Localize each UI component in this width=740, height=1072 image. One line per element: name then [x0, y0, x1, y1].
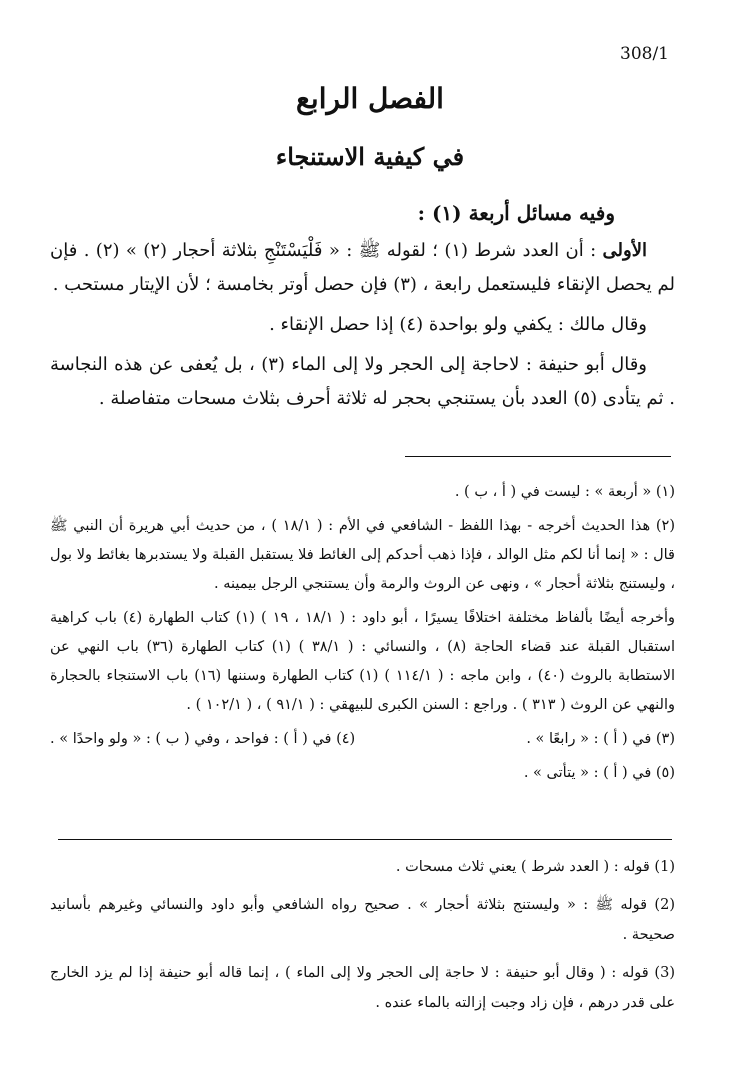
abu-hanifa-paragraph: وقال أبو حنيفة : لاحاجة إلى الحجر ولا إلى الماء (٣) ، بل يُعفى عن هذه النجاسة . ثم يتأدى (٥) العدد بأن يستنجي بحجر له ثلاثة أحرف بثلاث مسحات متفاصلة .	[50, 354, 675, 409]
editor-footnotes	[50, 478, 675, 793]
footnote-divider-short	[405, 456, 671, 457]
footnote-2-continuation: وأخرجه أيضًا بألفاظ مختلفة اختلافًا يسيرًا ، أبو داود : ( ١٨/١ ، ١٩ ) (١) كتاب الطهارة (٤) باب كراهية استقبال القبلة عند قضاء الحاجة (٨) ، والنسائي : ( ٣٨/١ ) (١) كتاب الطهارة (٣٦) باب النهي عن الاستطابة بالروث (٤٠) ، وابن ماجه : ( ١١٤/١ ) (١) كتاب الطهارة وسننها (١٦) باب الاستنجاء بالحجارة والنهي عن الروث ( ٣١٣ ) . وراجع : السنن الكبرى للبيهقي : ( ٩١/١ ) ، ( ١٠٢/١ ) .	[50, 610, 675, 713]
commentary-notes	[50, 852, 675, 1026]
chapter-title: الفصل الرابع	[296, 82, 444, 115]
commentary-note-3: (3) قوله : ( وقال أبو حنيفة : لا حاجة إلى الحجر ولا إلى الماء ) ، إنما قاله أبو حنيفة إذا لم يزد الخارج على قدر درهم ، فإن زاد وجبت إزالته بالماء عنده .	[50, 965, 675, 1011]
footnote-4: (٤) في ( أ ) : فواحد ، وفي ( ب ) : « ولو واحدًا » .	[50, 731, 356, 747]
commentary-note-2: (2) قوله ﷺ : « وليستنج بثلاثة أحجار » . صحيح رواه الشافعي وأبو داود والنسائي وغيرهم بأسانيد صحيحة .	[50, 897, 675, 943]
footnote-5: (٥) في ( أ ) : « يتأتى » .	[523, 765, 675, 781]
footnote-row-3-4	[50, 725, 675, 754]
first-issue-label: الأولى	[602, 240, 647, 261]
chapter-subtitle: في كيفية الاستنجاء	[275, 142, 465, 171]
main-text	[50, 196, 675, 422]
malik-paragraph: وقال مالك : يكفي ولو بواحدة (٤) إذا حصل الإنقاء .	[269, 314, 647, 335]
footnote-2: (٢) هذا الحديث أخرجه - بهذا اللفظ - الشافعي في الأم : ( ١٨/١ ) ، من حديث أبي هريرة أن النبي ﷺ قال : « إنما أنا لكم مثل الوالد ، فإذا ذهب أحدكم إلى الغائط فلا يستقبل القبلة ولا يستدبرها بغائط ولا بول ، وليستنج بثلاثة أحجار » ، ونهى عن الروث والرمة وأن يستنجي الرجل بيمينه .	[50, 518, 675, 592]
footnote-3: (٣) في ( أ ) : « رابعًا » .	[526, 731, 675, 747]
footnote-1: (١) « أربعة » : ليست في ( أ ، ب ) .	[454, 484, 675, 500]
commentary-divider	[58, 839, 672, 840]
page-number: 308/1	[620, 44, 669, 64]
section-lead: وفيه مسائل أربعة (١) :	[417, 201, 615, 225]
first-issue-paragraph	[50, 234, 675, 302]
first-issue-text: : أن العدد شرط (١) ؛ لقوله ﷺ : « فَلْيَسْتَنْجِ بثلاثة أحجار (٢) » (٢) . فإن لم يحصل الإنقاء فليستعمل رابعة ، (٣) فإن حصل أوتر بخامسة ؛ لأن الإيتار مستحب .	[50, 240, 675, 295]
commentary-note-1: (1) قوله : ( العدد شرط ) يعني ثلاث مسحات .	[395, 859, 675, 875]
